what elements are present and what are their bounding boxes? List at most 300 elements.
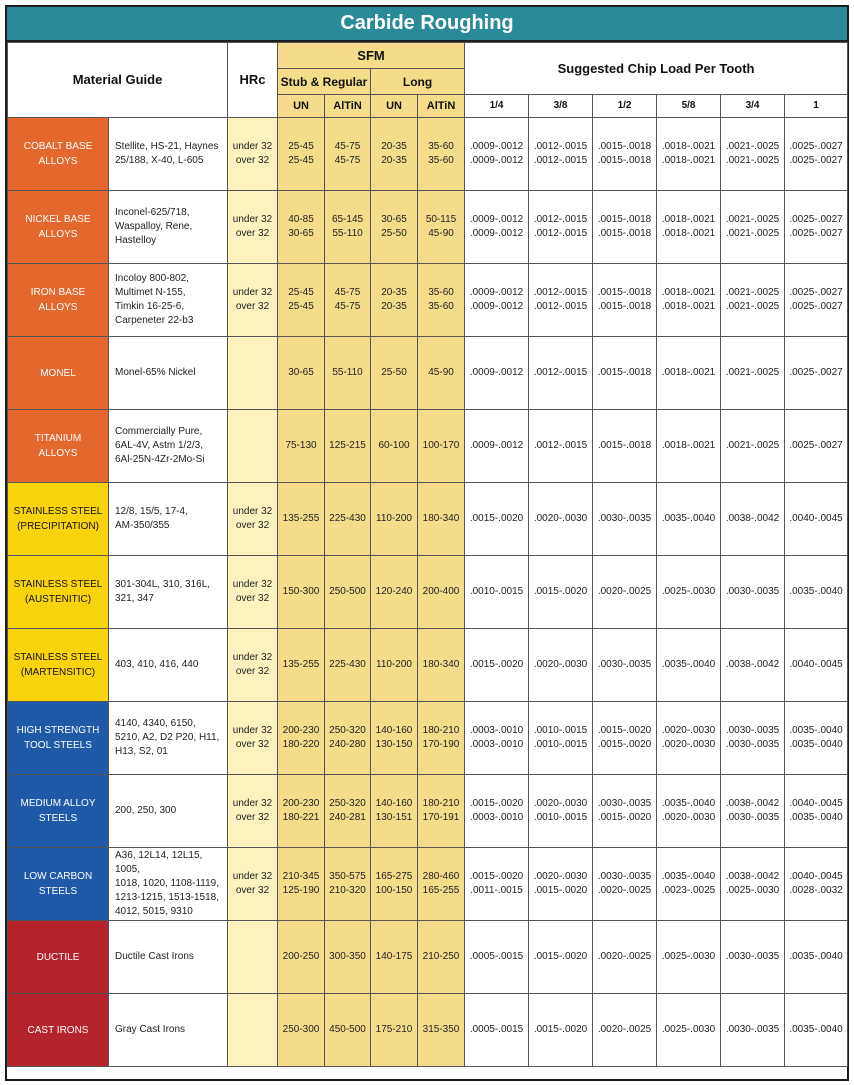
cell-line: .0018-.0021 (661, 228, 716, 239)
cell-line: 25-45 (288, 287, 314, 298)
chip-load-cell (465, 994, 529, 1067)
cell-line: 200-230 (282, 798, 320, 809)
cell-line: 35-60 (428, 141, 454, 152)
chip-load-cell (593, 921, 657, 994)
material-guide-cell (109, 629, 228, 702)
table-row (8, 410, 848, 483)
sfm-header: SFM (278, 43, 465, 69)
chip-load-cell (785, 118, 848, 191)
chip-load-cell (721, 629, 785, 702)
cell-line: 170-191 (422, 812, 460, 823)
table-row (8, 921, 848, 994)
cell-line: .0015-.0020 (597, 725, 652, 736)
cell-line: 25-50 (381, 228, 407, 239)
cell-line: .0010-.0015 (469, 586, 524, 597)
cell-line: 180-340 (422, 513, 460, 524)
cell-line: .0038-.0042 (725, 513, 780, 524)
chip-load-cell (529, 702, 593, 775)
cell-line: 200, 250, 300 (115, 805, 177, 816)
cell-line: .0025-.0027 (789, 155, 843, 166)
cell-line: over 32 (235, 739, 270, 750)
cell-line: .0009-.0012 (469, 141, 524, 152)
cell-line: 165-255 (422, 885, 460, 896)
cell-line: .0011-.0015 (470, 885, 523, 896)
chip-load-cell (465, 775, 529, 848)
tool-size-header: 1/2 (593, 95, 657, 118)
tool-size-header: 1/4 (465, 95, 529, 118)
sfm-value-cell (418, 848, 465, 921)
cell-line: 100-150 (375, 885, 413, 896)
chip-load-cell (657, 410, 721, 483)
cell-line: 135-255 (282, 513, 320, 524)
chip-load-cell (529, 191, 593, 264)
cell-line: STEELS (38, 813, 78, 824)
chip-load-cell (529, 848, 593, 921)
chip-load-cell (465, 191, 529, 264)
sfm-value-cell (325, 191, 371, 264)
cell-line: 250-320 (329, 725, 366, 736)
chip-load-cell (785, 483, 848, 556)
cell-line: .0025-.0027 (789, 228, 843, 239)
cell-line: .0012-.0015 (533, 287, 588, 298)
cell-line: 210-345 (282, 871, 320, 882)
cell-line: .0015-.0020 (533, 885, 588, 896)
cell-line: 200-400 (422, 586, 460, 597)
cell-line: 1213-1215, 1513-1518, (115, 892, 219, 903)
cell-line: .0009-.0012 (469, 155, 524, 166)
cell-line: STEELS (38, 886, 78, 897)
sfm-value-cell (325, 118, 371, 191)
chip-load-cell (657, 264, 721, 337)
cell-line: .0021-.0025 (725, 228, 780, 239)
cell-line: STAINLESS STEEL (13, 579, 103, 590)
table-row (8, 118, 848, 191)
chip-load-cell (593, 994, 657, 1067)
long-header: Long (371, 69, 465, 95)
cell-line: 20-35 (381, 141, 407, 152)
cell-line: Timkin 16-25-6, (115, 301, 185, 312)
cell-line: .0015-.0018 (597, 228, 652, 239)
sfm-value-cell (418, 264, 465, 337)
cell-line: 125-190 (282, 885, 320, 896)
chip-load-header: Suggested Chip Load Per Tooth (465, 43, 848, 95)
material-category-cell (8, 702, 109, 775)
chip-load-cell (593, 118, 657, 191)
sfm-subheader: AlTiN (418, 95, 465, 118)
cell-line: 315-350 (422, 1024, 460, 1035)
cell-line: 65-145 (331, 214, 364, 225)
chip-load-cell (529, 775, 593, 848)
cell-line: H13, S2, 01 (115, 746, 168, 757)
cell-line: (MARTENSITIC) (20, 667, 96, 678)
cell-line: .0030-.0035 (725, 725, 780, 736)
cell-line: 175-210 (375, 1024, 413, 1035)
cell-line: STAINLESS STEEL (13, 506, 103, 517)
table-row (8, 483, 848, 556)
sfm-value-cell (371, 410, 418, 483)
cell-line: 45-75 (334, 155, 361, 166)
sfm-value-cell (325, 848, 371, 921)
chip-load-cell (529, 118, 593, 191)
sfm-value-cell (418, 556, 465, 629)
cell-line: .0003-.0010 (469, 739, 524, 750)
cell-line: NICKEL BASE (25, 214, 91, 225)
cell-line: .0015-.0018 (597, 440, 652, 451)
cell-line: TOOL STEELS (24, 740, 92, 751)
cell-line: .0018-.0021 (661, 155, 716, 166)
chip-load-cell (785, 410, 848, 483)
sfm-value-cell (278, 556, 325, 629)
cell-line: .0012-.0015 (533, 440, 588, 451)
cell-line: 301-304L, 310, 316L, (115, 579, 211, 590)
cell-line: 25-45 (288, 141, 314, 152)
chip-load-cell (593, 483, 657, 556)
cell-line: Inconel-625/718, (115, 207, 190, 218)
cell-line: .0009-.0012 (469, 301, 524, 312)
cell-line: 200-230 (282, 725, 320, 736)
cell-line: 5210, A2, D2 P20, H11, (115, 732, 220, 743)
cell-line: 45-90 (428, 367, 454, 378)
cell-line: Stellite, HS-21, Haynes (115, 141, 219, 152)
material-guide-cell (109, 702, 228, 775)
table-row (8, 629, 848, 702)
cell-line: .0018-.0021 (661, 367, 716, 378)
cell-line: .0012-.0015 (533, 155, 588, 166)
material-category-cell (8, 629, 109, 702)
chip-load-cell (785, 848, 848, 921)
table-body (8, 118, 848, 1067)
material-guide-header: Material Guide (8, 43, 228, 118)
chip-load-cell (721, 191, 785, 264)
cell-line: .0015-.0018 (597, 287, 652, 298)
cell-line: .0018-.0021 (661, 214, 716, 225)
cell-line: 225-430 (329, 513, 366, 524)
cell-line: .0015-.0018 (597, 214, 652, 225)
cell-line: .0035-.0040 (789, 1024, 843, 1035)
cell-line: 110-200 (376, 659, 412, 670)
cell-line: 250-300 (282, 1024, 320, 1035)
material-category-cell (8, 191, 109, 264)
cell-line: .0035-.0040 (789, 951, 843, 962)
cell-line: (PRECIPITATION) (17, 521, 99, 532)
cell-line: .0035-.0040 (789, 725, 843, 736)
material-category-cell (8, 556, 109, 629)
cell-line: CAST IRONS (27, 1024, 89, 1036)
cell-line: .0040-.0045 (789, 871, 843, 882)
chip-load-cell (465, 702, 529, 775)
cell-line: .0030-.0035 (725, 1024, 780, 1035)
cell-line: 20-35 (381, 301, 407, 312)
sfm-value-cell (325, 483, 371, 556)
cell-line: .0015-.0020 (597, 812, 652, 823)
sfm-value-cell (418, 702, 465, 775)
cell-line: 180-221 (282, 812, 320, 823)
cell-line: .0035-.0040 (789, 586, 843, 597)
cell-line: .0020-.0025 (597, 586, 652, 597)
cell-line: .0025-.0027 (789, 440, 843, 451)
sfm-value-cell (325, 629, 371, 702)
sfm-value-cell (278, 483, 325, 556)
cell-line: DUCTILE (36, 951, 80, 963)
cell-line: over 32 (235, 228, 270, 239)
cell-line: .0020-.0030 (533, 871, 588, 882)
sfm-value-cell (371, 118, 418, 191)
material-category-cell (8, 337, 109, 410)
stub-regular-header: Stub & Regular (278, 69, 371, 95)
cell-line: 4012, 5015, 9310 (115, 906, 193, 917)
sfm-value-cell (418, 994, 465, 1067)
sfm-value-cell (371, 994, 418, 1067)
material-guide-cell (109, 191, 228, 264)
cell-line: 280-460 (422, 871, 460, 882)
chip-load-cell (593, 629, 657, 702)
tool-size-header: 3/8 (529, 95, 593, 118)
cell-line: .0010-.0015 (533, 812, 588, 823)
cell-line: STAINLESS STEEL (13, 652, 103, 663)
chip-load-cell (657, 702, 721, 775)
cell-line: .0038-.0042 (725, 871, 780, 882)
cell-line: .0023-.0025 (661, 885, 716, 896)
cell-line: under 32 (232, 506, 273, 517)
cell-line: 240-280 (329, 739, 366, 750)
chip-load-cell (785, 337, 848, 410)
cell-line: .0015-.0020 (469, 798, 524, 809)
chip-load-cell (721, 483, 785, 556)
sfm-value-cell (418, 921, 465, 994)
cell-line: .0025-.0030 (661, 586, 716, 597)
cell-line: 130-150 (375, 739, 413, 750)
chip-load-cell (657, 629, 721, 702)
sfm-value-cell (278, 994, 325, 1067)
cell-line: 100-170 (422, 440, 460, 451)
cell-line: .0025-.0027 (789, 141, 843, 152)
cell-line: 55-110 (332, 228, 363, 239)
cell-line: ALLOYS (38, 448, 78, 459)
cell-line: .0025-.0030 (661, 1024, 716, 1035)
cell-line: .0012-.0015 (533, 367, 588, 378)
sfm-value-cell (371, 629, 418, 702)
cell-line: .0025-.0027 (789, 301, 843, 312)
cell-line: AM-350/355 (115, 520, 170, 531)
cell-line: .0009-.0012 (469, 287, 524, 298)
cell-line: .0021-.0025 (725, 214, 780, 225)
cell-line: over 32 (235, 885, 270, 896)
cell-line: Incoloy 800-802, (115, 273, 189, 284)
material-category-cell (8, 410, 109, 483)
cell-line: .0015-.0018 (597, 155, 652, 166)
cell-line: .0030-.0035 (597, 871, 652, 882)
cell-line: .0012-.0015 (533, 141, 588, 152)
cell-line: .0038-.0042 (725, 659, 780, 670)
cell-line: over 32 (235, 155, 270, 166)
material-guide-cell (109, 410, 228, 483)
cell-line: .0020-.0030 (533, 513, 588, 524)
cell-line: 403, 410, 416, 440 (115, 659, 199, 670)
table-row (8, 191, 848, 264)
cell-line: Carpeneter 22-b3 (115, 315, 194, 326)
sfm-value-cell (325, 264, 371, 337)
chip-load-cell (785, 702, 848, 775)
tool-size-header: 1 (785, 95, 848, 118)
cell-line: 240-281 (329, 812, 366, 823)
sfm-value-cell (278, 629, 325, 702)
sfm-value-cell (278, 264, 325, 337)
cell-line: (AUSTENITIC) (24, 594, 92, 605)
cell-line: 180-210 (422, 725, 460, 736)
sfm-subheader: UN (278, 95, 325, 118)
cell-line: 6AL-4V, Astm 1/2/3, (115, 440, 204, 451)
material-category-cell (8, 483, 109, 556)
cell-line: 150-300 (282, 586, 320, 597)
cell-line: .0015-.0020 (469, 871, 524, 882)
cell-line: .0005-.0015 (469, 951, 524, 962)
cell-line: 140-175 (375, 951, 413, 962)
cell-line: .0012-.0015 (533, 214, 588, 225)
sfm-value-cell (325, 337, 371, 410)
material-guide-cell (109, 556, 228, 629)
sfm-value-cell (325, 921, 371, 994)
cell-line: 45-75 (334, 301, 361, 312)
cell-line: .0035-.0040 (789, 812, 843, 823)
cell-line: .0035-.0040 (789, 739, 843, 750)
hrc-cell (228, 483, 278, 556)
chip-load-cell (721, 410, 785, 483)
sfm-value-cell (325, 994, 371, 1067)
material-guide-cell (109, 994, 228, 1067)
cell-line: .0009-.0012 (469, 367, 524, 378)
cell-line: 210-320 (329, 885, 366, 896)
cell-line: .0030-.0035 (597, 513, 652, 524)
chip-load-cell (593, 702, 657, 775)
cell-line: A36, 12L14, 12L15, 1005, (115, 850, 203, 875)
material-guide-cell (109, 337, 228, 410)
table-row (8, 702, 848, 775)
cell-line: 140-160 (375, 798, 413, 809)
chip-load-cell (465, 921, 529, 994)
cell-line: .0018-.0021 (661, 141, 716, 152)
hrc-cell (228, 264, 278, 337)
sfm-value-cell (278, 848, 325, 921)
cell-line: under 32 (232, 725, 273, 736)
cell-line: ALLOYS (38, 302, 78, 313)
cell-line: 300-350 (329, 951, 366, 962)
cell-line: 25/188, X-40, L-605 (115, 155, 204, 166)
sfm-value-cell (371, 483, 418, 556)
cell-line: 20-35 (381, 287, 407, 298)
cell-line: 12/8, 15/5, 17-4, (115, 506, 188, 517)
sfm-value-cell (278, 921, 325, 994)
cell-line: 45-75 (334, 287, 361, 298)
cell-line: .0021-.0025 (725, 301, 780, 312)
cell-line: .0010-.0015 (533, 739, 588, 750)
chip-load-cell (593, 191, 657, 264)
cell-line: 35-60 (428, 301, 454, 312)
cell-line: .0035-.0040 (661, 513, 716, 524)
cell-line: 50-115 (425, 214, 457, 225)
cell-line: 350-575 (329, 871, 366, 882)
table-row (8, 994, 848, 1067)
cell-line: 4140, 4340, 6150, (115, 718, 196, 729)
cell-line: .0030-.0035 (725, 812, 780, 823)
cell-line: .0038-.0042 (725, 798, 780, 809)
cell-line: 180-210 (422, 798, 460, 809)
sfm-subheader: UN (371, 95, 418, 118)
sfm-value-cell (371, 556, 418, 629)
cell-line: over 32 (235, 301, 270, 312)
sfm-value-cell (418, 118, 465, 191)
cell-line: .0025-.0027 (789, 287, 843, 298)
cell-line: Commercially Pure, (115, 426, 203, 437)
cell-line: .0003-.0010 (469, 812, 524, 823)
hrc-cell (228, 921, 278, 994)
cell-line: .0020-.0025 (597, 1024, 652, 1035)
cell-line: .0015-.0020 (469, 659, 524, 670)
chip-load-cell (785, 556, 848, 629)
cell-line: .0012-.0015 (533, 301, 588, 312)
sfm-value-cell (418, 410, 465, 483)
cell-line: 110-200 (376, 513, 412, 524)
cell-line: under 32 (232, 871, 273, 882)
sfm-value-cell (278, 191, 325, 264)
cell-line: Hastelloy (115, 235, 157, 246)
table-row (8, 848, 848, 921)
chip-load-cell (593, 410, 657, 483)
cell-line: .0021-.0025 (725, 141, 780, 152)
table-row (8, 264, 848, 337)
chip-load-cell (465, 556, 529, 629)
cell-line: .0020-.0030 (661, 812, 716, 823)
cell-line: HIGH STRENGTH (16, 725, 100, 736)
chip-load-cell (465, 629, 529, 702)
cell-line: 60-100 (378, 440, 410, 451)
carbide-roughing-table-panel (5, 5, 849, 1081)
cell-line: .0015-.0020 (533, 951, 588, 962)
cell-line: 130-151 (375, 812, 413, 823)
cell-line: IRON BASE (30, 287, 86, 298)
cell-line: .0010-.0015 (533, 725, 588, 736)
chip-load-cell (657, 994, 721, 1067)
hrc-cell (228, 994, 278, 1067)
chip-load-cell (721, 848, 785, 921)
cell-line: .0012-.0015 (533, 228, 588, 239)
sfm-value-cell (278, 702, 325, 775)
cell-line: 30-65 (288, 228, 314, 239)
material-guide-cell (109, 775, 228, 848)
cell-line: .0003-.0010 (469, 725, 524, 736)
chip-load-cell (529, 483, 593, 556)
cell-line: LOW CARBON (23, 871, 93, 882)
chip-load-cell (657, 191, 721, 264)
cell-line: 35-60 (428, 155, 454, 166)
material-guide-cell (109, 264, 228, 337)
hrc-cell (228, 629, 278, 702)
cell-line: ALLOYS (38, 229, 78, 240)
chip-load-cell (465, 337, 529, 410)
cell-line: .0018-.0021 (661, 301, 716, 312)
chip-load-cell (465, 410, 529, 483)
cell-line: .0009-.0012 (469, 214, 524, 225)
cell-line: 180-220 (282, 739, 320, 750)
material-guide-cell (109, 118, 228, 191)
cell-line: .0025-.0027 (789, 214, 843, 225)
chip-load-cell (529, 264, 593, 337)
cell-line: 140-160 (375, 725, 413, 736)
hrc-cell (228, 775, 278, 848)
chip-load-cell (785, 629, 848, 702)
sfm-value-cell (371, 337, 418, 410)
cell-line: .0015-.0020 (469, 513, 524, 524)
cell-line: 450-500 (329, 1024, 366, 1035)
